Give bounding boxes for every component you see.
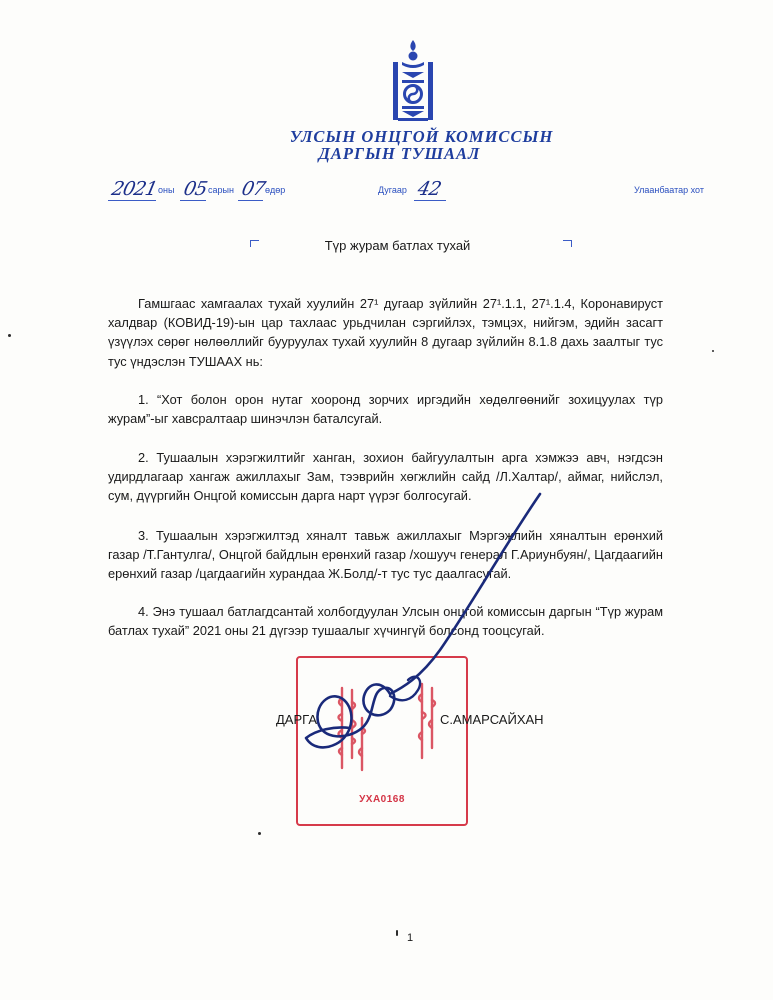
date-year-label: оны <box>158 185 175 195</box>
item-4-text: 4. Энэ тушаал батлагдсантай холбогдуулан Улсын онцгой комиссын даргын “Түр журам батлах тухай” 2021 оны 21 дүгээр тушаалыг хүчингүй болсонд тооцсугай. <box>108 604 663 639</box>
item-2-paragraph <box>108 448 663 506</box>
date-day-value: 07 <box>239 178 267 200</box>
item-2-text: 2. Тушаалын хэрэгжилтийг ханган, зохион байгуулалтын арга хэмжээ авч, нэгдсэн удирдлагаар хангаж ажиллахыг Зам, тээврийн хөгжлийн сайд /Л.Халтар/, аймаг, нийслэл, сум, дүүргийн Онцгой комиссын дарга нарт үүрэг болгосугай. <box>108 450 663 504</box>
date-month-value: 05 <box>181 178 209 200</box>
city-label: Улаанбаатар хот <box>634 185 704 195</box>
order-number-field <box>414 172 446 201</box>
document-header <box>0 128 773 162</box>
signatory-name: С.АМАРСАЙХАН <box>440 712 544 727</box>
stamp-code: УХА0168 <box>359 794 405 805</box>
date-year-value: 2021 <box>109 178 159 200</box>
preamble-paragraph <box>108 294 663 371</box>
scan-speck <box>258 832 261 835</box>
document-title: Түр журам батлах тухай <box>324 238 471 253</box>
item-3-paragraph <box>108 526 663 584</box>
header-line-order: ДАРГЫН ТУШААЛ <box>318 144 481 163</box>
date-day-label: өдөр <box>265 185 286 195</box>
order-number-label: Дугаар <box>378 185 407 195</box>
header-line-commission: УЛСЫН ОНЦГОЙ КОМИССЫН <box>289 127 554 146</box>
official-stamp <box>296 656 468 826</box>
date-month-field <box>180 172 209 201</box>
order-number-value: 42 <box>415 178 443 200</box>
item-4-paragraph <box>108 602 663 640</box>
date-year-field <box>108 172 159 201</box>
scan-speck <box>8 334 11 337</box>
item-1-paragraph <box>108 390 663 428</box>
signatory-position: ДАРГА <box>276 712 317 727</box>
page-number: 1 <box>407 932 414 944</box>
date-month-label: сарын <box>208 185 234 195</box>
item-3-text: 3. Тушаалын хэрэгжилтэд хяналт тавьж ажиллахыг Мэргэжлийн хяналтын ерөнхий газар /Т.Гантулга/, Онцгой байдлын ерөнхий газар /хошууч генерал Г.Ариунбуян/, Цагдаагийн ерөнхий газар /цагдаагийн хурандаа Ж.Болд/-т тус тус даалгасугай. <box>108 528 663 582</box>
soyombo-emblem-icon <box>388 38 438 124</box>
item-1-text: 1. “Хот болон орон нутаг хооронд зорчих иргэдийн хөдөлгөөнийг зохицуулах түр журам”-ыг хавсралтаар шинэчлэн баталсугай. <box>108 392 663 427</box>
date-day-field <box>238 172 267 201</box>
scan-speck <box>396 930 398 936</box>
preamble-text: Гамшгаас хамгаалах тухай хуулийн 27¹ дугаар зүйлийн 27¹.1.1, 27¹.1.4, Коронавируст халдвар (КОВИД-19)-ын цар тахлаас урьдчилан сэргийлэх, тэмцэх, нийгэм, эдийн засагт үзүүлэх сөрөг нөлөөллийг бууруулах тухай хуулийн 8 дугаар зүйлийн 8.1.8 дахь заалтыг тус тус үндэслэн ТУШААХ нь: <box>108 296 663 369</box>
order-meta-row <box>0 172 773 202</box>
scan-speck <box>712 350 714 352</box>
